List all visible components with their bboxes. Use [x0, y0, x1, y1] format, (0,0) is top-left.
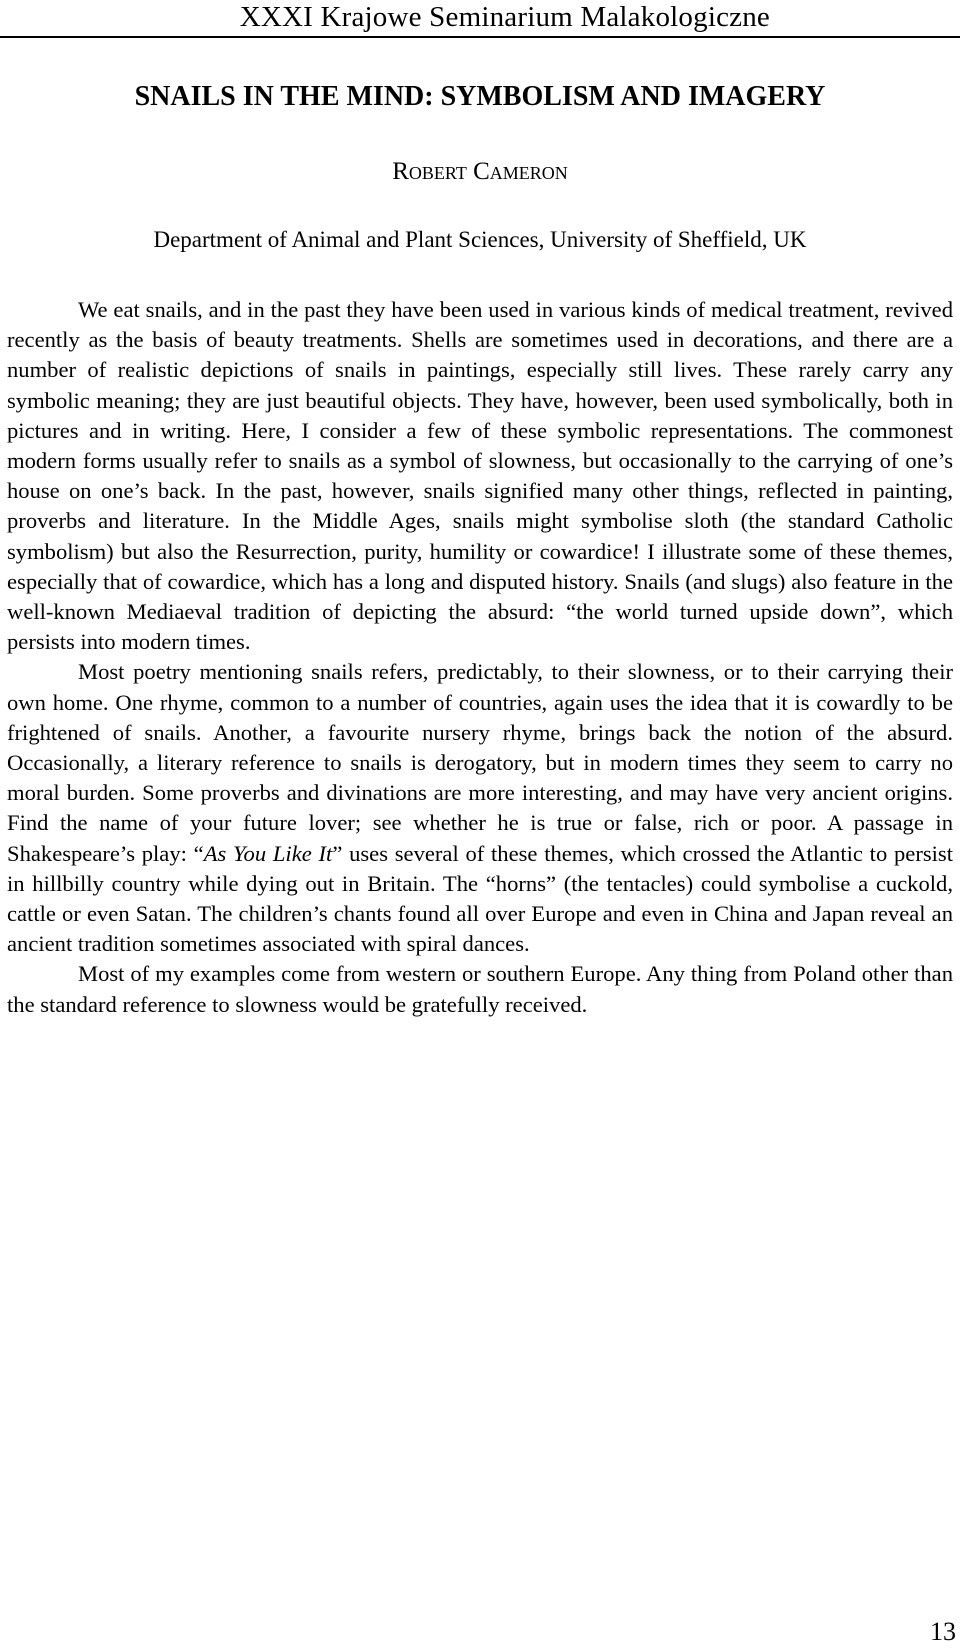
author-name: Robert Cameron: [392, 158, 568, 185]
running-header-text: XXXI Krajowe Seminarium Malakologiczne: [239, 1, 770, 33]
abstract-body: [7, 295, 953, 1020]
play-title-italic: As You Like It: [203, 840, 333, 866]
abstract-paragraph-1: [7, 295, 953, 657]
paper-title: SNAILS IN THE MIND: SYMBOLISM AND IMAGERY: [134, 81, 826, 112]
paragraph-text: Most poetry mentioning snails refers, predictably, to their slowness, or to their carrying their own home. One rhyme, common to a number of countries, again uses the idea that it is cowardly to be frightened of snails. Another, a favourite nursery rhyme, brings back the notion of the absurd. Occasionally, a literary reference to snails is derogatory, but in modern times they seem to carry no moral burden. Some proverbs and divinations are more interesting, and may have very ancient origins. Find the name of your future lover; see whether he is true or false, rich or poor. A passage in Shakespeare’s play: “: [7, 659, 953, 866]
paragraph-text: Most of my examples come from western or southern Europe. Any thing from Poland other than the standard reference to slowness would be gratefully received.: [7, 961, 953, 1017]
abstract-paragraph-3: [7, 959, 953, 1019]
paragraph-text: We eat snails, and in the past they have been used in various kinds of medical treatment, revived recently as the basis of beauty treatments. Shells are sometimes used in decorations, and there are a number of realistic depictions of snails in paintings, especially still lives. These rarely carry any symbolic meaning; they are just beautiful objects. They have, however, been used symbolically, both in pictures and in writing. Here, I consider a few of these symbolic representations. The commonest modern forms usually refer to snails as a symbol of slowness, but occasionally to the carrying of one’s house on one’s back. In the past, however, snails signified many other things, reflected in painting, proverbs and literature. In the Middle Ages, snails might symbolise sloth (the standard Catholic symbolism) but also the Resurrection, purity, humility or cowardice! I illustrate some of these themes, especially that of cowardice, which has a long and disputed history. Snails (and slugs) also feature in the well-known Mediaeval tradition of depicting the absurd: “the world turned upside down”, which persists into modern times.: [7, 297, 953, 655]
author-affiliation: Department of Animal and Plant Sciences, University of Sheffield, UK: [153, 227, 807, 252]
page-number: 13: [930, 1617, 956, 1646]
running-header: [0, 0, 960, 38]
paragraph-text: ” uses several of these themes, which crossed the Atlantic to persist in hillbilly country while dying out in Britain. The “horns” (the tentacles) could symbolise a cuckold, cattle or even Satan. The children’s chants found all over Europe and even in China and Japan reveal an ancient tradition sometimes associated with spiral dances.: [7, 840, 953, 957]
abstract-paragraph-2: [7, 657, 953, 959]
